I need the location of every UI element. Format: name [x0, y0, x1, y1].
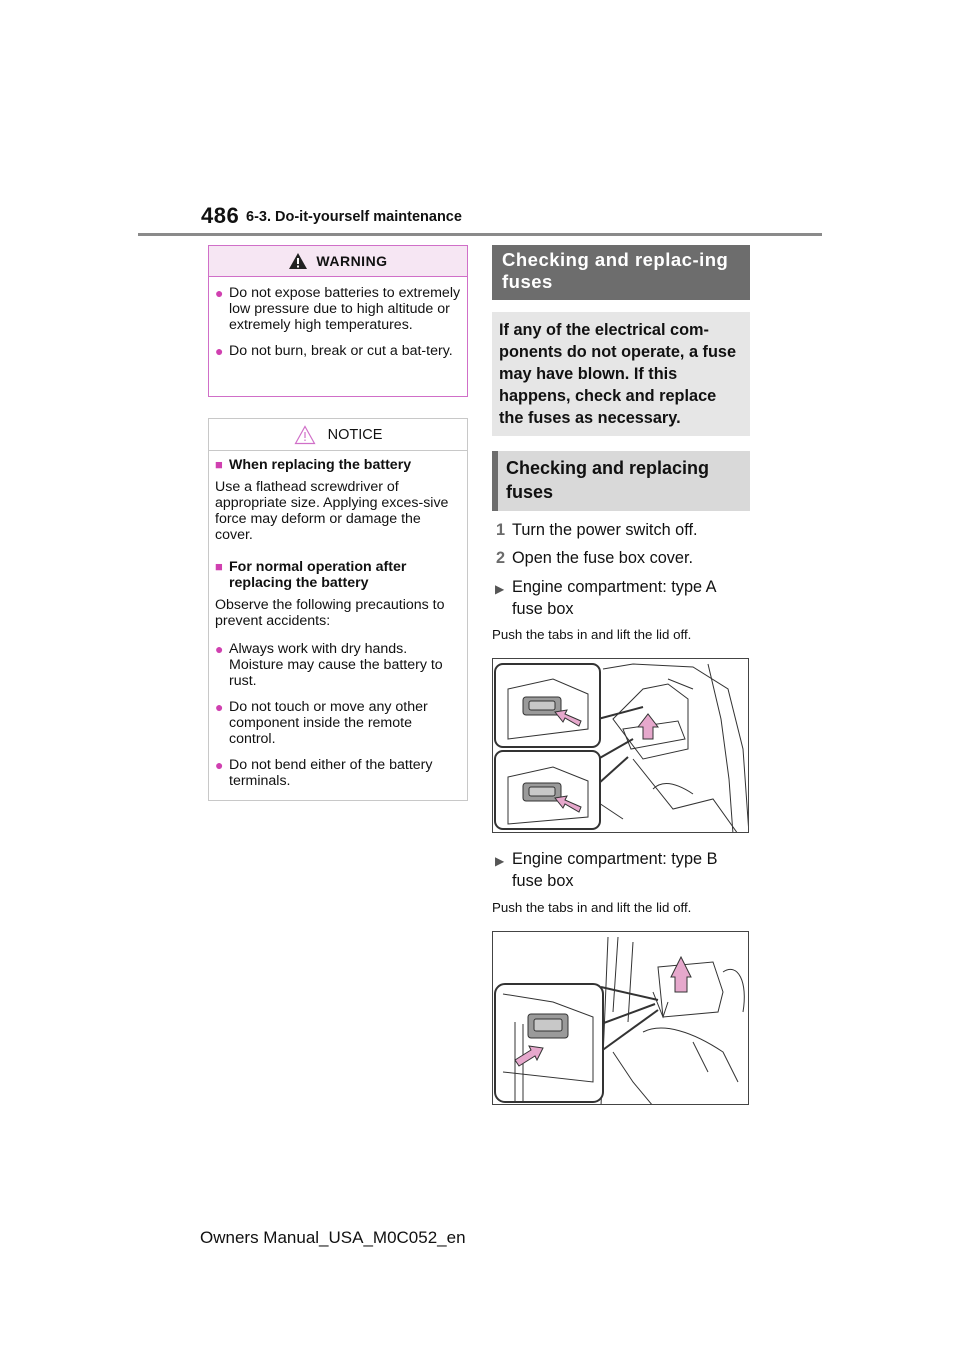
triangle-bullet-icon: ▶	[495, 582, 505, 596]
step-text: Turn the power switch off.	[512, 521, 698, 539]
warning-icon	[288, 252, 308, 270]
list-item: ● Do not bend either of the battery terminals.	[215, 757, 433, 789]
fuse-box-type-b	[495, 848, 750, 892]
list-item: ● Always work with dry hands. Moisture may cause the battery to rust.	[215, 641, 443, 689]
notice-subheading: ■ For normal operation after replacing the battery	[215, 559, 407, 591]
notice-title: NOTICE	[327, 426, 383, 443]
intro-summary: If any of the electrical com-ponents do not operate, a fuse may have blown. If this happens, check and replace the fuses as necessary.	[492, 312, 750, 436]
caution-icon	[294, 425, 316, 445]
warning-box	[208, 245, 468, 397]
warning-text: Do not expose batteries to extremely low pressure due to high altitude or extremely high temperatures.	[229, 285, 461, 333]
subsection-heading: Checking and replacing fuses	[492, 451, 750, 511]
warning-header	[209, 246, 467, 277]
type-a-caption: Push the tabs in and lift the lid off.	[492, 627, 692, 642]
header-rule	[138, 233, 822, 236]
step-number: 2	[496, 549, 506, 567]
fuse-box-b-drawing	[493, 932, 749, 1105]
type-b-caption: Push the tabs in and lift the lid off.	[492, 900, 692, 915]
step-number: 1	[496, 521, 506, 539]
warning-title: WARNING	[316, 253, 388, 269]
fuse-box-b-illustration	[492, 931, 749, 1105]
fuse-box-a-drawing	[493, 659, 749, 833]
warning-text: Do not burn, break or cut a bat-tery.	[229, 343, 453, 359]
triangle-bullet-icon: ▶	[495, 854, 505, 868]
type-a-label: Engine compartment: type A fuse box	[512, 578, 716, 618]
type-b-label: Engine compartment: type B fuse box	[512, 850, 718, 890]
page-number: 486	[201, 203, 240, 228]
bullet-icon: ●	[215, 285, 224, 301]
notice-subheading: ■ When replacing the battery	[215, 457, 412, 473]
fuse-box-type-a	[495, 576, 750, 620]
bullet-icon: ●	[215, 699, 224, 715]
square-bullet-icon: ■	[215, 559, 223, 574]
fuse-box-a-illustration	[492, 658, 749, 833]
bullet-icon: ●	[215, 641, 224, 657]
step-item	[496, 548, 750, 568]
bullet-icon: ●	[215, 757, 224, 773]
list-item: ● Do not touch or move any other component inside the remote control.	[215, 699, 428, 747]
list-item	[215, 285, 461, 333]
notice-box	[208, 418, 468, 801]
notice-paragraph: Use a flathead screwdriver of appropriate size. Applying exces-sive force may deform or damage the cover.	[215, 479, 449, 543]
square-bullet-icon: ■	[215, 457, 223, 472]
section-heading: Checking and replac-ing fuses	[492, 245, 750, 300]
notice-paragraph: Observe the following precautions to prevent accidents:	[215, 597, 445, 629]
step-text: Open the fuse box cover.	[512, 549, 694, 567]
section-title: 6-3. Do-it-yourself maintenance	[246, 209, 462, 225]
bullet-icon: ●	[215, 343, 224, 359]
step-item	[496, 520, 750, 540]
notice-header	[209, 419, 467, 451]
footer-text: Owners Manual_USA_M0C052_en	[200, 1228, 466, 1247]
list-item	[215, 343, 461, 359]
